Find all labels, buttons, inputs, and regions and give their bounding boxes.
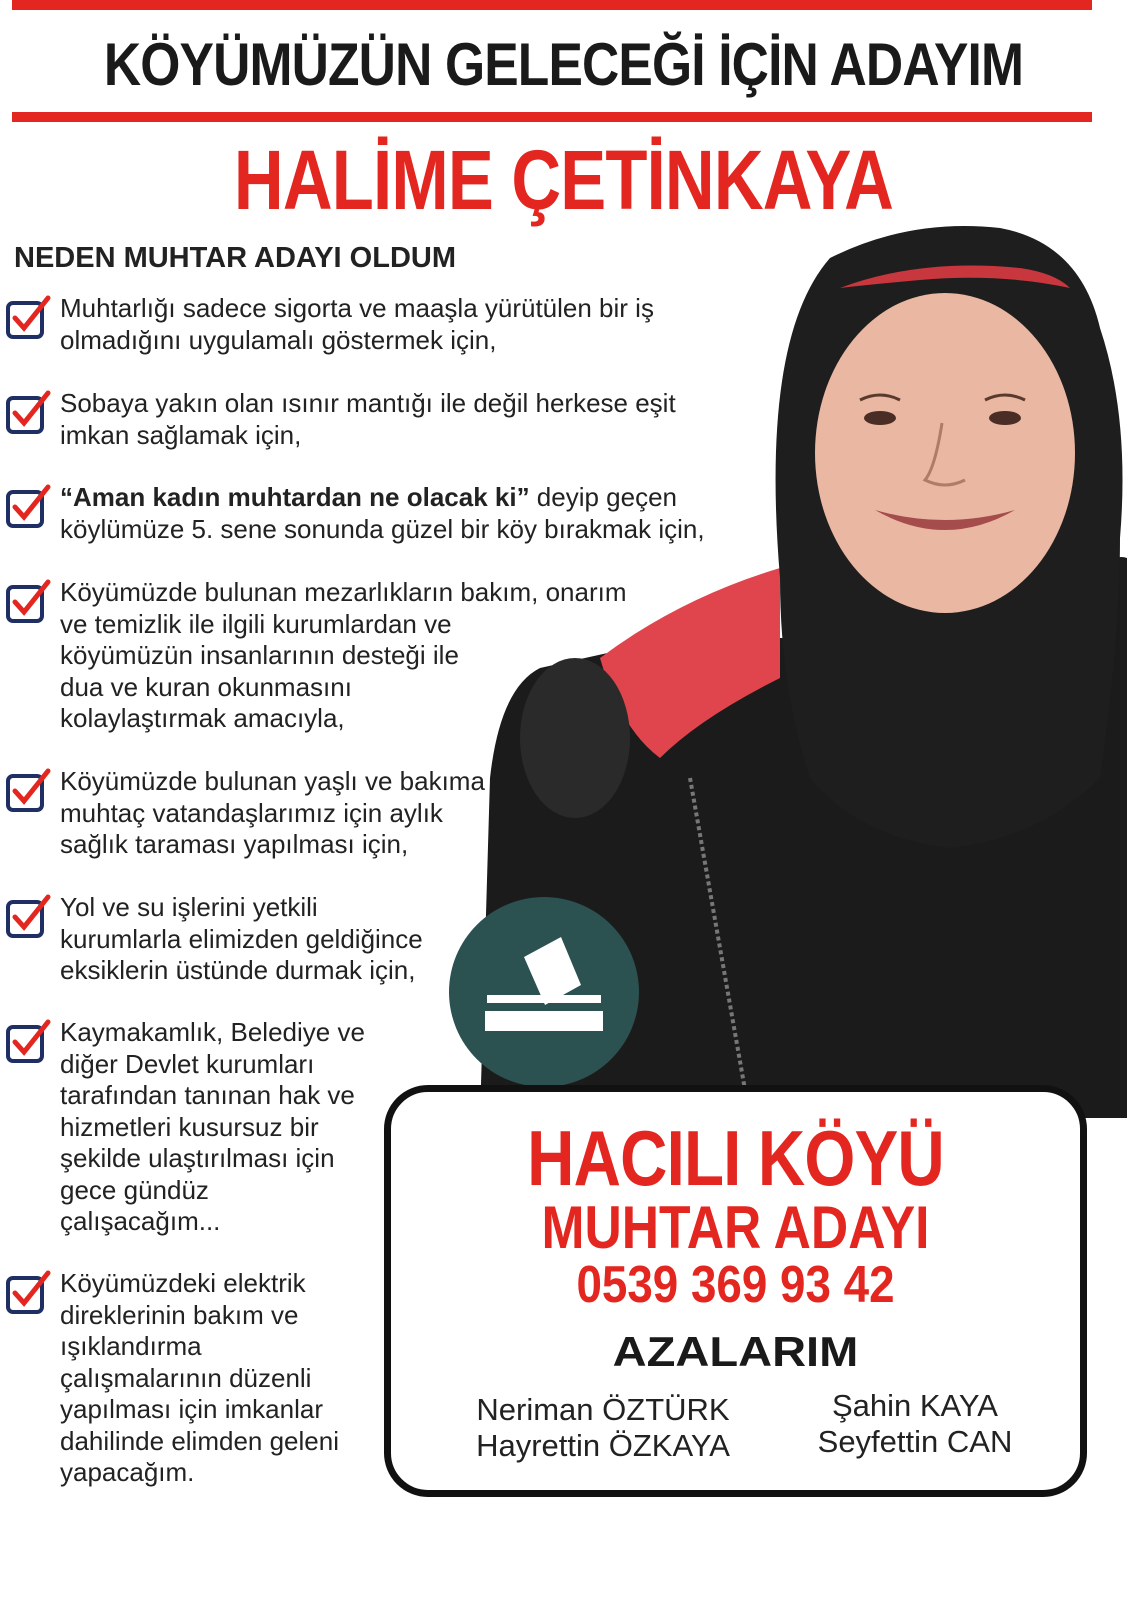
member-name: Neriman ÖZTÜRK — [476, 1392, 730, 1427]
reason-text: Sobaya yakın olan ısınır mantığı ile değil herkese eşit imkan sağlamak için, — [60, 388, 676, 450]
slogan-heading: KÖYÜMÜZÜN GELECEĞİ İÇİN ADAYIM — [103, 31, 1024, 98]
checkbox-check-icon — [6, 768, 52, 814]
member-name: Seyfettin CAN — [817, 1424, 1013, 1459]
members-left — [468, 1392, 738, 1464]
reason-quote: “Aman kadın muhtardan ne olacak ki” — [60, 482, 530, 512]
phone-number: 0539 369 93 42 — [576, 1256, 895, 1314]
checkbox-check-icon — [6, 579, 52, 625]
members-right — [800, 1388, 1030, 1460]
reason-text: Köyümüzdeki elektrik direklerinin bakım ve ışıklandırma çalışmalarının düzenli yapılması için imkanlar dahilinde elimden geleni yapacağım. — [60, 1268, 339, 1487]
checkbox-check-icon — [6, 390, 52, 436]
reason-text: Muhtarlığı sadece sigorta ve maaşla yürütülen bir iş olmadığını uygulamalı göstermek için, — [60, 293, 654, 355]
members-title: AZALARIM — [612, 1328, 859, 1375]
checkbox-check-icon — [6, 295, 52, 341]
candidate-name: HALİME ÇETİNKAYA — [233, 133, 894, 227]
checkbox-check-icon — [6, 894, 52, 940]
reason-text: Yol ve su işlerini yetkili kurumlarla elimizden geldiğince eksiklerin üstünde durmak için, — [60, 892, 423, 985]
reason-text: Kaymakamlık, Belediye ve diğer Devlet kurumları tarafından tanınan hak ve hizmetleri kusursuz bir şekilde ulaştırılması için gece gündüz çalışacağım... — [60, 1017, 365, 1236]
reason-text: Köyümüzde bulunan mezarlıkların bakım, onarım ve temizlik ile ilgili kurumlardan ve köyümüzün insanlarının desteği ile dua ve kuran okunmasını kolaylaştırmak amacıyla, — [60, 577, 627, 733]
checkbox-check-icon — [6, 1019, 52, 1065]
checkbox-check-icon — [6, 484, 52, 530]
middle-red-line — [12, 112, 1092, 122]
section-title: NEDEN MUHTAR ADAYI OLDUM — [14, 242, 456, 274]
top-red-line — [12, 0, 1092, 10]
member-name: Hayrettin ÖZKAYA — [476, 1428, 730, 1463]
reason-text: Köyümüzde bulunan yaşlı ve bakıma muhtaç vatandaşlarımız için aylık sağlık taraması yapılması için, — [60, 766, 485, 859]
ballot-box-icon — [449, 897, 639, 1087]
reason-text: “Aman kadın muhtardan ne olacak ki” deyip geçen köylümüze 5. sene sonunda güzel bir köy bırakmak için, — [60, 482, 705, 544]
role-title: MUHTAR ADAYI — [541, 1194, 930, 1261]
member-name: Şahin KAYA — [831, 1388, 998, 1423]
village-name: HACILI KÖYÜ — [527, 1114, 944, 1202]
checkbox-check-icon — [6, 1270, 52, 1316]
